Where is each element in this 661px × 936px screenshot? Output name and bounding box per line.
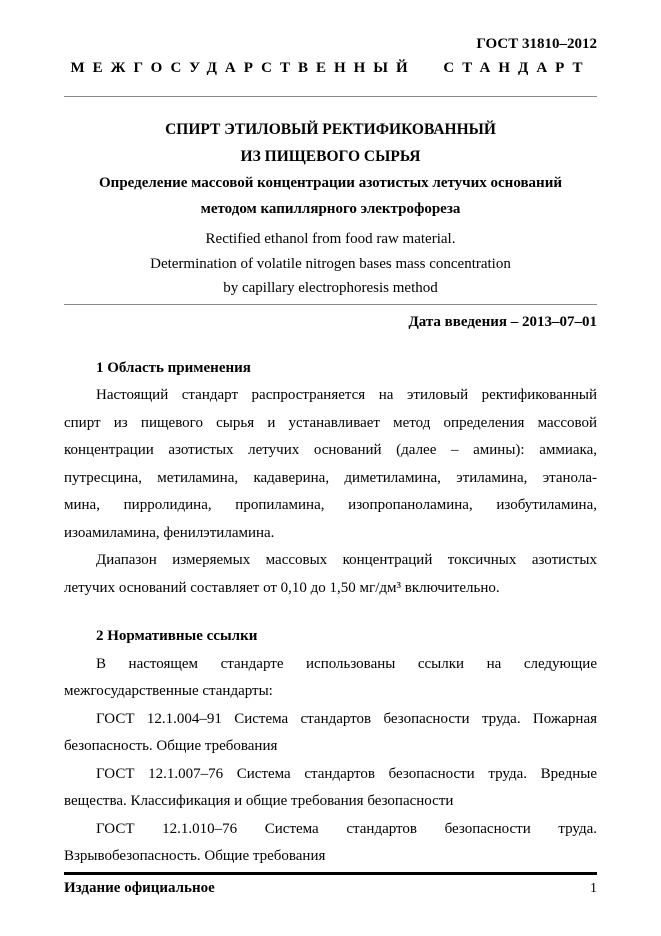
text-line: ИЗ ПИЩЕВОГО СЫРЬЯ [240, 148, 421, 165]
paragraph-line: Диапазон измеряемых массовых концентраций токсичных азотистых [96, 552, 597, 568]
paragraph [64, 816, 597, 871]
paragraph-line: летучих оснований составляет от 0,10 до 1,50 мг/дм³ включительно. [64, 579, 500, 596]
edition-label: Издание официальное [64, 880, 215, 896]
page-footer [64, 872, 597, 899]
paragraph [64, 761, 597, 816]
paragraph-line: изоамиламина, фенилэтиламина. [64, 524, 275, 541]
paragraph [64, 382, 597, 547]
doc-subtitle-ru [64, 170, 597, 222]
effective-date: Дата введения – 2013–07–01 [408, 313, 597, 330]
paragraph-line: ГОСТ 12.1.004–91 Система стандартов безопасности труда. Пожарная [96, 710, 597, 727]
doc-code: ГОСТ 31810–2012 [476, 36, 597, 52]
text-line: by capillary electrophoresis method [223, 280, 438, 296]
paragraph-line: концентрации азотистых летучих оснований (далее – амины): аммиака, [64, 442, 597, 458]
section-heading: 1 Область применения [96, 359, 251, 376]
text-line: Rectified ethanol from food raw material. [205, 231, 456, 247]
paragraph-line: ГОСТ 12.1.007–76 Система стандартов безопасности труда. Вредные [96, 765, 597, 782]
section-heading: 2 Нормативные ссылки [96, 628, 258, 644]
paragraph-line: спирт из пищевого сырья и устанавливает метод определения массовой [64, 414, 597, 431]
doc-title-ru [64, 116, 597, 170]
header-divider [64, 96, 597, 97]
standard-type-heading: МЕЖГОСУДАРСТВЕННЫЙ СТАНДАРТ [70, 60, 591, 76]
paragraph-line: межгосударственные стандарты: [64, 683, 273, 699]
paragraph-line: путресцина, метиламина, кадаверина, диметиламина, этиламина, этанола- [64, 469, 597, 486]
text-line: методом капиллярного электрофореза [200, 201, 461, 217]
paragraph [64, 547, 597, 602]
paragraph-line: вещества. Классификация и общие требования безопасности [64, 793, 454, 809]
paragraph-line: мина, пирролидина, пропиламина, изопропаноламина, изобутиламина, [64, 497, 597, 513]
paragraph-line: В настоящем стандарте использованы ссылки на следующие [96, 655, 597, 672]
paragraph [64, 706, 597, 761]
doc-title-en [64, 227, 597, 301]
title-divider [64, 304, 597, 305]
paragraph-line: ГОСТ 12.1.010–76 Система стандартов безопасности труда. [96, 820, 597, 837]
text-line: Определение массовой концентрации азотистых летучих оснований [99, 175, 562, 191]
text-line: Determination of volatile nitrogen bases mass concentration [150, 255, 511, 272]
paragraph [64, 651, 597, 706]
paragraph-line: безопасность. Общие требования [64, 738, 278, 754]
page-number: 1 [590, 881, 597, 896]
paragraph-line: Настоящий стандарт распространяется на этиловый ректификованный [96, 387, 597, 403]
paragraph-line: Взрывобезопасность. Общие требования [64, 848, 326, 864]
text-line: СПИРТ ЭТИЛОВЫЙ РЕКТИФИКОВАННЫЙ [165, 121, 496, 138]
sections [64, 355, 597, 871]
